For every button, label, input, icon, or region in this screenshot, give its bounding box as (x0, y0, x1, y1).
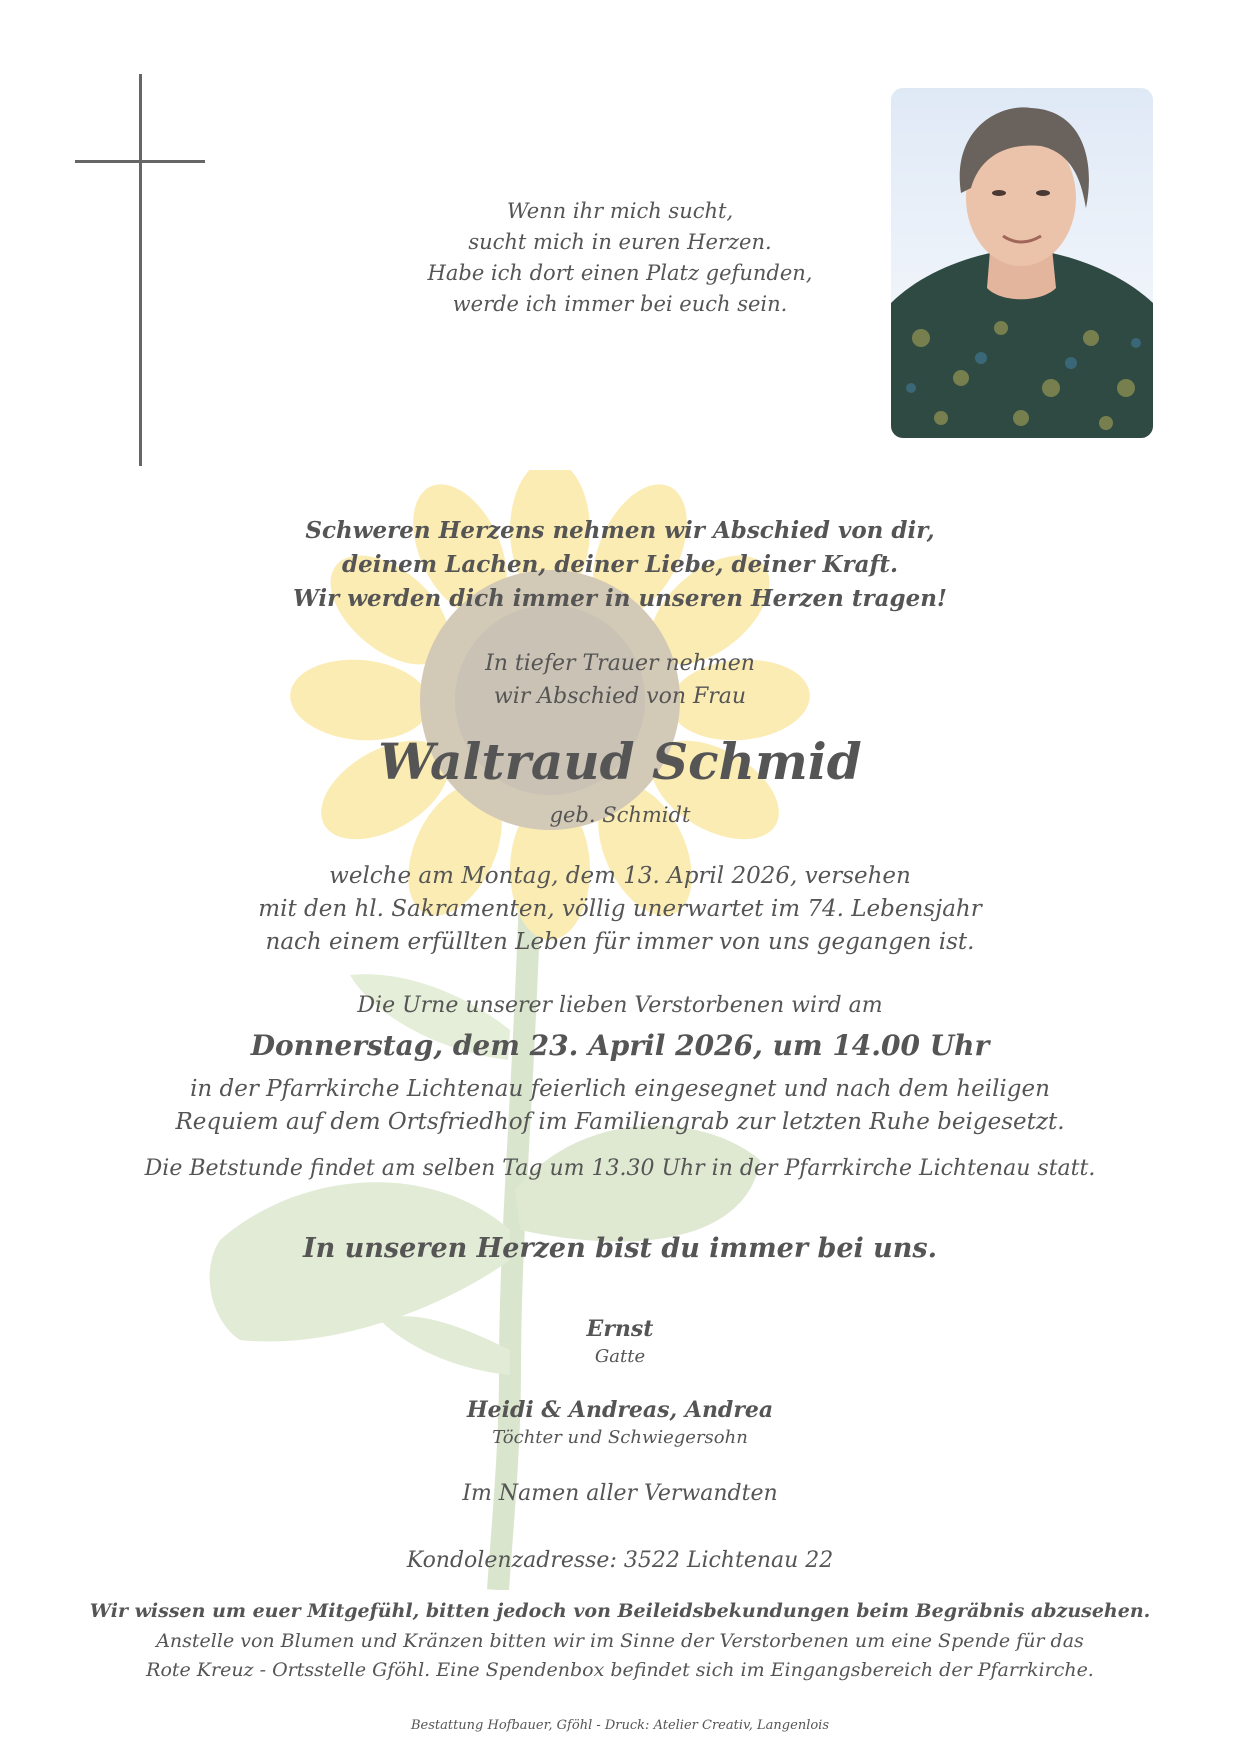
poem (0, 196, 1240, 320)
death-notice-line: welche am Montag, dem 13. April 2026, versehen (329, 863, 911, 889)
poem-line: Habe ich dort einen Platz gefunden, (427, 261, 813, 285)
death-notice-line: mit den hl. Sakramenten, völlig unerwartet im 74. Lebensjahr (258, 896, 982, 922)
mourner-name: Heidi & Andreas, Andrea (466, 1397, 774, 1423)
mourner-relation: Töchter und Schwiegersohn (492, 1427, 748, 1448)
intro-line: wir Abschied von Frau (493, 684, 747, 709)
mourner-name: Ernst (586, 1316, 654, 1342)
footer-credits: Bestattung Hofbauer, Gföhl - Druck: Atelier Creativ, Langenlois (410, 1718, 830, 1733)
ceremony-details (0, 1073, 1240, 1139)
notes-bold-line: Wir wissen um euer Mitgefühl, bitten jedoch von Beileidsbekundungen beim Begräbnis abzusehen. (89, 1600, 1151, 1622)
notes-line: Anstelle von Blumen und Kränzen bitten wir im Sinne der Verstorbenen um eine Spende für das (156, 1630, 1084, 1652)
intro-text (0, 647, 1240, 713)
relatives-line: Im Namen aller Verwandten (462, 1481, 778, 1506)
notes-line: Rote Kreuz - Ortsstelle Gföhl. Eine Spendenbox befindet sich im Eingangsbereich der Pfarrkirche. (146, 1659, 1094, 1681)
mourner-relation: Gatte (594, 1346, 646, 1367)
deceased-name: Waltraud Schmid (378, 732, 862, 791)
intro-line: In tiefer Trauer nehmen (485, 651, 755, 676)
poem-line: werde ich immer bei euch sein. (452, 292, 788, 316)
prayer-hour: Die Betstunde findet am selben Tag um 13.30 Uhr in der Pfarrkirche Lichtenau statt. (144, 1156, 1096, 1181)
death-notice (0, 860, 1240, 959)
poem-line: Wenn ihr mich sucht, (506, 199, 734, 223)
closing-line: In unseren Herzen bist du immer bei uns. (302, 1233, 938, 1264)
ceremony-detail-line: in der Pfarrkirche Lichtenau feierlich eingesegnet und nach dem heiligen (190, 1076, 1050, 1102)
farewell-line: deinem Lachen, deiner Liebe, deiner Kraft. (342, 551, 898, 578)
urn-intro: Die Urne unserer lieben Verstorbenen wird am (357, 993, 883, 1018)
farewell-line: Schweren Herzens nehmen wir Abschied von dir, (305, 517, 935, 544)
farewell-text (0, 514, 1240, 616)
birth-name: geb. Schmidt (549, 803, 691, 827)
notes-text (0, 1627, 1240, 1685)
condolence-address: Kondolenzadresse: 3522 Lichtenau 22 (406, 1548, 834, 1573)
farewell-line: Wir werden dich immer in unseren Herzen tragen! (292, 585, 948, 612)
poem-line: sucht mich in euren Herzen. (468, 230, 772, 254)
death-notice-line: nach einem erfüllten Leben für immer von uns gegangen ist. (265, 929, 975, 955)
ceremony-detail-line: Requiem auf dem Ortsfriedhof im Familiengrab zur letzten Ruhe beigesetzt. (175, 1109, 1065, 1135)
ceremony-date: Donnerstag, dem 23. April 2026, um 14.00 Uhr (250, 1029, 990, 1062)
